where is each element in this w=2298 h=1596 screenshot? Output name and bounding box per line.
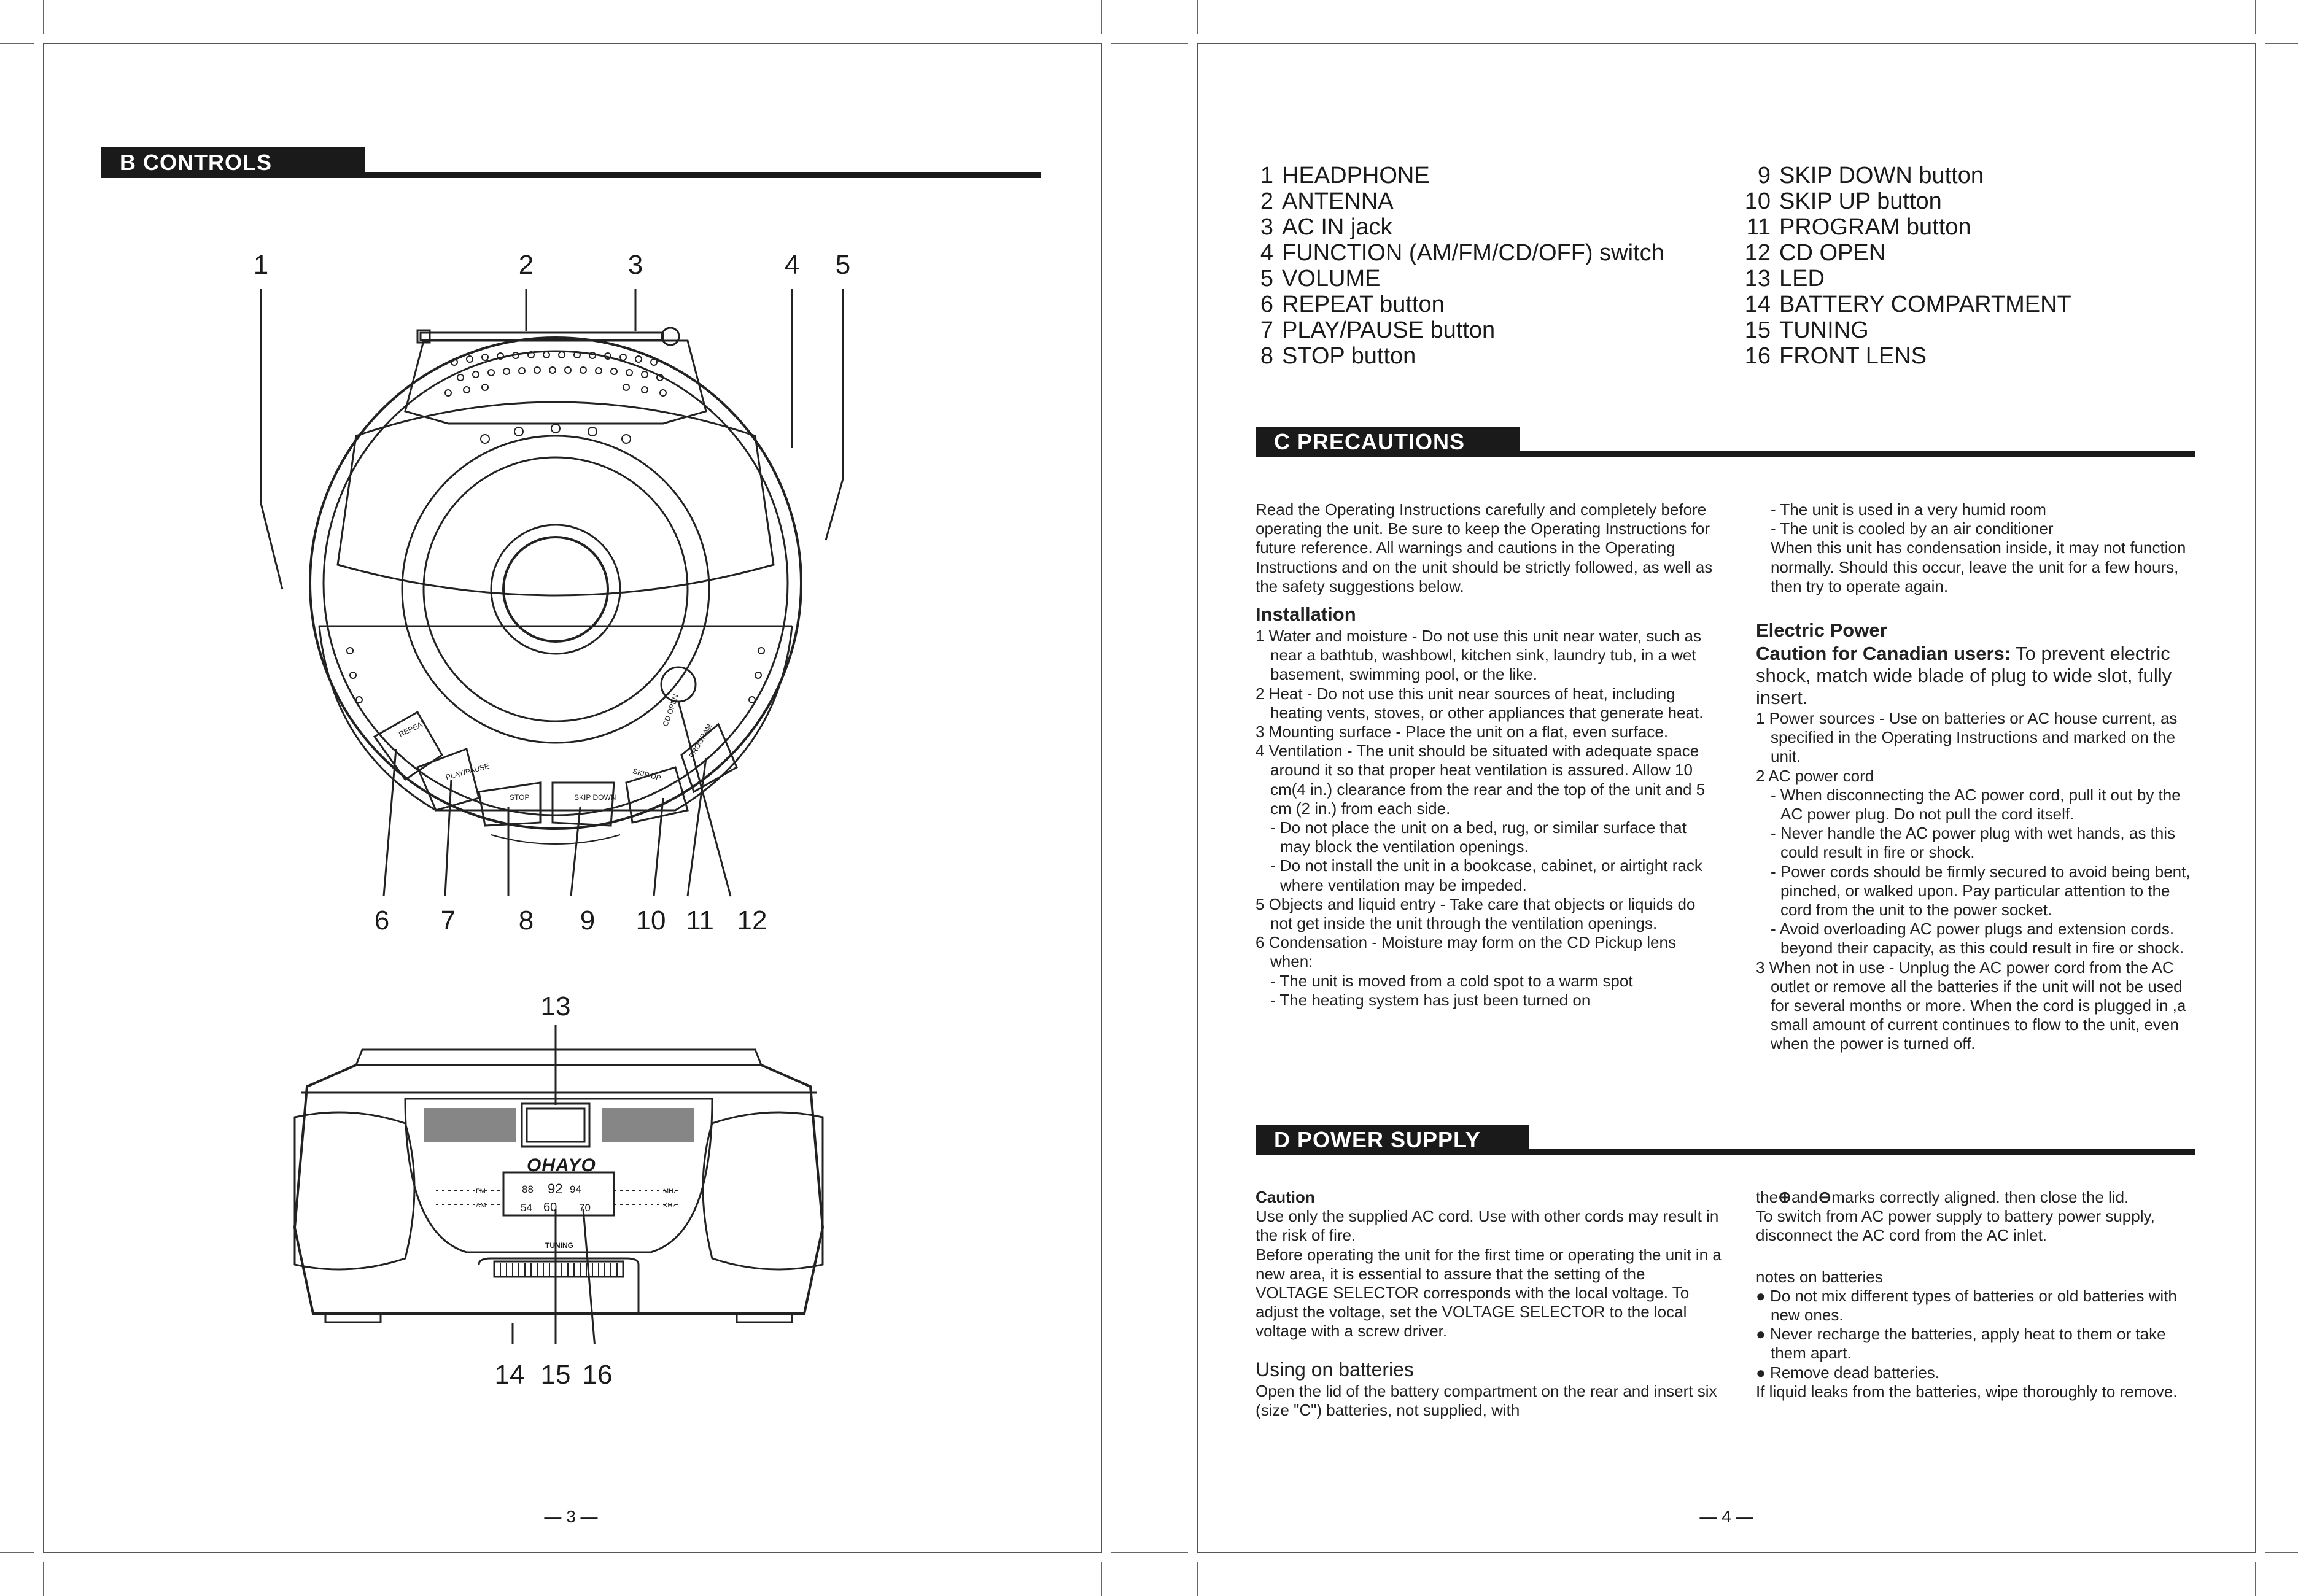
crop-mark: [1111, 43, 1188, 44]
dial-am-60: 60: [543, 1201, 557, 1214]
dial-am-label: AM: [476, 1202, 486, 1209]
crop-mark: [2255, 1562, 2256, 1596]
crop-mark: [1111, 1552, 1188, 1553]
control-item: 13 LED: [1744, 266, 1825, 292]
crop-mark: [1101, 0, 1102, 34]
ventilation-note: - Do not install the unit in a bookcase, cabinet, or airtight rack where ventilation may be impeded.: [1270, 856, 1702, 894]
precautions-column-left: [1256, 500, 1716, 1010]
crop-mark: [43, 1562, 44, 1596]
crop-mark: [1197, 1562, 1198, 1596]
condensation-note: - The unit is cooled by an air conditioner: [1771, 519, 2054, 538]
installation-item: 4 Ventilation - The unit should be situated with adequate space around it so that proper heat ventilation is assured. Allow 10 cm(4 in.) clearance from the rear and the top of the unit and 5 cm (2 in.) from each side.: [1256, 742, 1706, 818]
bullet-icon: ●: [1756, 1325, 1766, 1344]
canadian-caution: Caution for Canadian users: To prevent electric shock, match wide blade of plug to wide slot, fully insert.: [1756, 643, 2172, 709]
condensation-note: - The unit is moved from a cold spot to a warm spot: [1270, 971, 1633, 990]
installation-item: 1 Water and moisture - Do not use this unit near water, such as near a bathtub, washbowl, kitchen sink, laundry tub, in a wet basement, swimming pool, or the like.: [1256, 627, 1701, 684]
page-number-left: — 3 —: [544, 1507, 598, 1526]
cord-note: - When disconnecting the AC power cord, pull it out by the AC power plug. Do not pull the cord itself.: [1771, 785, 2181, 824]
caution-heading: Caution: [1256, 1188, 1315, 1206]
power-supply-column-left: [1256, 1188, 1722, 1420]
batteries-heading: Using on batteries: [1256, 1358, 1414, 1381]
crop-mark: [1101, 1562, 1102, 1596]
ventilation-note: - Do not place the unit on a bed, rug, or similar surface that may block the ventilation openings.: [1270, 818, 1687, 856]
top-view-drawing: [233, 282, 884, 908]
btn-label-program: PROGRAM: [687, 722, 714, 760]
condensation-note: - The heating system has just been turned on: [1270, 990, 1591, 1009]
dial-am-70: 70: [579, 1202, 591, 1214]
condensation-advice: When this unit has condensation inside, it may not function normally. Should this occur, leave the unit for a few hours, then try to operate again.: [1771, 538, 2186, 595]
electric-power-heading: Electric Power: [1756, 619, 1887, 641]
btn-label-cd-open: CD OPEN: [661, 692, 681, 728]
caution-text: Use only the supplied AC cord. Use with other cords may result in the risk of fire.: [1256, 1207, 1719, 1245]
dial-fm-92: 92: [548, 1181, 563, 1196]
control-item: 3 AC IN jack: [1260, 214, 1392, 240]
control-item: 16 FRONT LENS: [1744, 343, 1927, 369]
crop-mark: [43, 0, 44, 34]
power-supply-section-header: [1256, 1125, 2195, 1155]
power-supply-section-title: D POWER SUPPLY: [1256, 1125, 1529, 1155]
btn-label-stop: STOP: [510, 793, 530, 802]
polarity-text: the⊕and⊖marks correctly aligned. then close the lid.: [1756, 1188, 2129, 1206]
installation-item: 3 Mounting surface - Place the unit on a flat, even surface.: [1256, 722, 1669, 742]
section-rule: [365, 172, 1041, 178]
callout-1: 1: [253, 250, 269, 280]
dial-fm-label: FM: [476, 1188, 486, 1195]
callout-5: 5: [835, 250, 851, 280]
dial-fm-unit: MHz: [663, 1188, 677, 1195]
crop-mark: [0, 43, 34, 44]
callout-10: 10: [635, 905, 666, 936]
battery-note: ● Never recharge the batteries, apply heat to them or take them apart.: [1756, 1325, 2166, 1363]
cord-note: - Never handle the AC power plug with wet hands, as this could result in fire or shock.: [1771, 824, 2176, 862]
callout-16: 16: [582, 1360, 613, 1390]
control-item: 2 ANTENNA: [1260, 188, 1394, 214]
control-item: 1 HEADPHONE: [1260, 163, 1430, 188]
precautions-section-header: [1256, 427, 2195, 457]
callout-4: 4: [784, 250, 800, 280]
batteries-text: Open the lid of the battery compartment on the rear and insert six (size "C") batteries, not supplied, with: [1256, 1381, 1717, 1419]
control-item: 7 PLAY/PAUSE button: [1260, 317, 1496, 343]
callout-15: 15: [540, 1360, 571, 1390]
electric-item: 3 When not in use - Unplug the AC power cord from the AC outlet or remove all the batteries if the unit will not be used for several months or more. When the cord is plugged in ,a small amount of current continues to flow to the unit, even when the power is turned off.: [1756, 958, 2186, 1053]
installation-heading: Installation: [1256, 603, 1356, 626]
electric-item: 1 Power sources - Use on batteries or AC house current, as specified in the Operating Instructions and marked on the unit.: [1756, 709, 2178, 766]
notes-heading: notes on batteries: [1756, 1267, 1883, 1286]
controls-section-header: [101, 147, 1041, 178]
precautions-section-title: C PRECAUTIONS: [1256, 427, 1520, 457]
bullet-icon: ●: [1756, 1286, 1766, 1305]
callout-11: 11: [686, 905, 714, 936]
brand-logo: OHAYO: [527, 1155, 596, 1176]
crop-mark: [1197, 0, 1198, 34]
dial-am-unit: KHz: [663, 1202, 676, 1209]
control-item: 6 REPEAT button: [1260, 292, 1445, 317]
control-item: 15 TUNING: [1744, 317, 1869, 343]
battery-note: ● Remove dead batteries.: [1756, 1363, 1939, 1382]
control-item: 10 SKIP UP button: [1744, 188, 1942, 214]
callout-6: 6: [374, 905, 390, 936]
switch-text: To switch from AC power supply to battery power supply, disconnect the AC cord from the AC inlet.: [1756, 1207, 2155, 1245]
control-item: 11 PROGRAM button: [1746, 214, 1971, 240]
control-item: 5 VOLUME: [1260, 266, 1381, 292]
cord-note: - Power cords should be firmly secured to avoid being bent, pinched, or walked upon. Pay particular attention to the cord from the unit to the power socket.: [1771, 862, 2191, 920]
leak-text: If liquid leaks from the batteries, wipe thoroughly to remove.: [1756, 1382, 2178, 1401]
section-rule: [1529, 1149, 2195, 1155]
dial-fm-88: 88: [522, 1183, 534, 1195]
callout-2: 2: [518, 250, 534, 280]
crop-mark: [2255, 0, 2256, 34]
callout-3: 3: [627, 250, 643, 280]
control-item: 12 CD OPEN: [1744, 240, 1886, 266]
voltage-text: Before operating the unit for the first time or operating the unit in a new area, it is essential to assure that the setting of the VOLTAGE SELECTOR corresponds with the local voltage. To adjust the voltage, set the VOLTAGE SELECTOR to the local voltage with a screw driver.: [1256, 1245, 1722, 1341]
btn-label-repeat: REPEAT: [397, 718, 427, 739]
battery-note: ● Do not mix different types of batteries or old batteries with new ones.: [1756, 1286, 2177, 1325]
btn-label-play-pause: PLAY/PAUSE: [444, 761, 491, 782]
installation-item: 6 Condensation - Moisture may form on the CD Pickup lens when:: [1256, 933, 1676, 971]
precautions-intro: Read the Operating Instructions carefully and completely before operating the unit. Be sure to keep the Operating Instructions for future reference. All warnings and cautions in the Operating Instructions and on the unit should be strictly followed, as well as the safety suggestions below.: [1256, 500, 1713, 595]
crop-mark: [0, 1552, 34, 1553]
dial-am-54: 54: [521, 1202, 532, 1214]
section-rule: [1520, 451, 2195, 457]
controls-section-title: B CONTROLS: [101, 147, 365, 178]
callout-12: 12: [737, 905, 767, 936]
callout-7: 7: [440, 905, 456, 936]
power-supply-column-right: [1756, 1188, 2198, 1401]
page-number-right: — 4 —: [1699, 1507, 1753, 1526]
crop-mark: [2265, 43, 2298, 44]
callout-9: 9: [580, 905, 596, 936]
control-item: 9 SKIP DOWN button: [1757, 163, 1984, 188]
installation-item: 5 Objects and liquid entry - Take care that objects or liquids do not get inside the unit through the ventilation openings.: [1256, 894, 1696, 933]
precautions-column-right: [1756, 500, 2198, 1054]
installation-item: 2 Heat - Do not use this unit near sources of heat, including heating vents, stoves, or other appliances that generate heat.: [1256, 684, 1704, 722]
controls-list-left: [1246, 163, 1664, 369]
condensation-note: - The unit is used in a very humid room: [1771, 500, 2046, 519]
control-item: 8 STOP button: [1260, 343, 1416, 369]
callout-13: 13: [540, 991, 571, 1021]
plus-icon: ⊕: [1778, 1188, 1791, 1206]
btn-label-skip-up: SKIP UP: [631, 767, 662, 783]
cord-note: - Avoid overloading AC power plugs and extension cords. beyond their capacity, as this could result in fire or shock.: [1771, 920, 2184, 958]
bullet-icon: ●: [1756, 1363, 1766, 1382]
dial-fm-94: 94: [570, 1183, 581, 1195]
crop-mark: [2265, 1552, 2298, 1553]
callout-14: 14: [494, 1360, 525, 1390]
btn-label-skip-down: SKIP DOWN: [574, 793, 616, 802]
controls-list-right: [1744, 163, 2071, 369]
control-item: 4 FUNCTION (AM/FM/CD/OFF) switch: [1260, 240, 1664, 266]
control-item: 14 BATTERY COMPARTMENT: [1744, 292, 2071, 317]
callout-8: 8: [518, 905, 534, 936]
electric-item: 2 AC power cord: [1756, 766, 1874, 785]
minus-icon: ⊖: [1818, 1188, 1832, 1206]
tuning-label: TUNING: [545, 1241, 573, 1250]
